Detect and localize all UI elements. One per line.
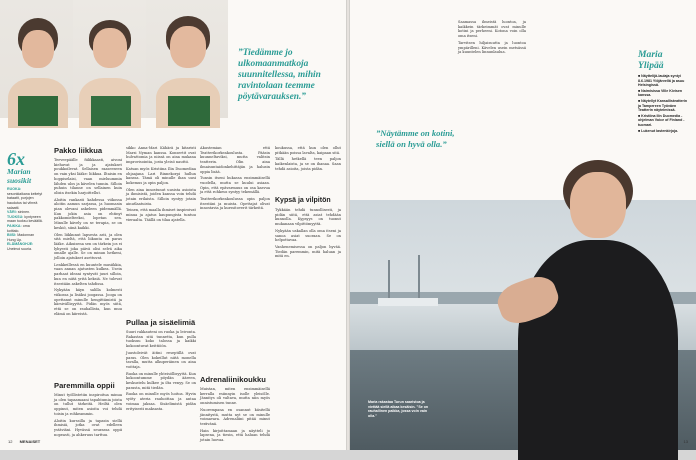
body-paragraph: Teatterikorkeakoulussa opin paljon itsestäni ja muista. Opettajat olivat innostavia ja kurssitoverit tärkeitä.	[200, 197, 270, 211]
column-3b	[200, 387, 270, 443]
portrait-photo-2	[73, 0, 146, 118]
body-paragraph: Nykyään käyn salilla kolmesti viikossa ja lisäksi joogassa. Jooga on opettanut minulle hengittämistä ja kärsivällisyyttä. Pidän myös siitä, että se on rauhallista, kun muu elämä on kiireistä.	[54, 288, 122, 316]
bio-item: ■ Näyttelijä-laulaja syntyi 8.6.1981 Ylöjärvellä ja asuu Helsingissä.	[638, 74, 685, 88]
favorite-text: sesonkiaikana keitetyt bataatit, purjojen haudutus tai vihreä salaatti.	[7, 191, 43, 210]
section-title-paremmilla-oppii: Paremmilla oppii	[54, 381, 115, 390]
page-number-left	[8, 439, 40, 444]
bio-list	[638, 74, 690, 133]
photo-caption: Maria rakastaa Turun saaristoa ja viettää siellä aikaa kesäisin. ”Se on rauhallinen paikka, jossa voin vain olla.”	[368, 400, 429, 418]
favorite-label: TUOKSU:	[7, 214, 25, 219]
favorite-item	[7, 242, 43, 251]
left-page	[0, 0, 348, 450]
spine-gutter	[346, 0, 350, 450]
favorite-label: RUOKA:	[7, 187, 22, 192]
big-number: 6x	[7, 149, 25, 169]
body-paragraph: Aloitin rankasti kahdessa viikossa aloitin aamun sarjassa, ja huomasin pian olevani askeleen pidemmällä. Kun jokin asia on ehtinyt pakkomielteeksi, lopetan sen. Minulle kävely on se terapia, se on keskiö, siinä kaikki.	[54, 197, 122, 230]
favorites-title: Marian suosikit	[7, 167, 32, 185]
column-2b	[126, 330, 196, 436]
portrait-photo-1	[0, 0, 73, 118]
column-2	[126, 146, 196, 314]
body-paragraph: Muistan, miten ensimmäisellä kerralla esiinnyin isolle yleisölle. Jännitys oli valtava, mutta niin myös onnistumisen tunne.	[200, 387, 270, 406]
favorite-text: Madonnan Hung Up.	[7, 233, 35, 242]
favorites-list	[7, 187, 43, 251]
bio-item: ■ Lukenut lastenkirjoja.	[638, 128, 679, 133]
body-paragraph: Olen aina innostunut uusista asioista ja ihmisistä, joiden kanssa voin tehdä jotain erilaista. Silloin syntyy jotain ainutlaatuista.	[126, 187, 196, 206]
body-paragraph: Hain kirjoittamaan ja näytteli jo lapsena, ja tiesin, että haluan tehdä jotain luovaa.	[200, 428, 270, 443]
favorite-label: BIISI:	[7, 233, 18, 238]
body-paragraph: Olen liikkunut lapsesta asti, ja olen sitä mieltä, että liikunta on paras lääke. Aikuisena sen on tärkein jos ei lyhyesti joka päivä olisi selvä aika omalle ajalle. Se on minun hetkeni, jolloin ajatukset asettuvat.	[54, 232, 122, 261]
favorites-box	[7, 150, 43, 252]
favorite-text: oma kotitalo.	[7, 223, 30, 233]
favorite-item	[7, 233, 43, 242]
favorite-item	[7, 224, 43, 233]
column-5	[458, 20, 526, 130]
body-paragraph: Tällä hetkellä teen paljon kaikenlaista, ja se on ihanaa. Saan tehdä asioita, joista pidän.	[275, 157, 341, 171]
favorite-text: Unelmoi suuria.	[7, 246, 32, 251]
column-3	[200, 146, 270, 372]
body-paragraph: Tarvitsen hiljaisuutta ja luontoa ympärilleni. Kävelen usein metsässä ja kuuntelen linnunlaulua.	[458, 40, 526, 55]
body-paragraph: Teeveepäälle fiilikkaasti, aivoni kiehuvat ja ja ajatukset poukkoilevat. Sellaisen raaseeseen on vain yksi lääke: liikkua. Iltaisin en hoppiselaisi, vaan mieluummin lähden ulos ja kävelen tunnin. Silloin puhuin tilanne on sellainen kuin olisin itsekin harjoittellut.	[54, 158, 122, 195]
section-title-pullaa: Pullaa ja sisäelimiä	[126, 318, 196, 327]
body-paragraph: Nuorempana en osannut käsitellä jännitystä, mutta nyt se on minulle voimavara. Adrenaliini pitää minut terävänä.	[200, 407, 270, 426]
pull-quote-2: ”Näytämme on kotini, siellä on hyvä olla.”	[376, 128, 455, 149]
favorite-text: sininen.	[17, 210, 31, 215]
body-paragraph: Minut työllistetiin inspiroitua minua ja olen tapaamaani tapahtumia joista on tullut tärkeitä. Heiltä olen oppinut, miten asioita voi tehdä toisin ja rohkeammin.	[54, 393, 122, 416]
body-paragraph: Vanhenemisessa on paljon hyvää. Tiedän paremmin, mitä haluan ja mitä en.	[275, 244, 341, 259]
bio-item: ■ Näytellyt Kansallisteatterin ja Tampereen Työväen Teatterin näytelmissä.	[638, 98, 688, 113]
bio-item: ■ Kristiina Ilin Duomedia -ohjelman Voice of Finland -tuomari.	[638, 113, 685, 127]
favorite-text: kyntyneen maan tuoksu keväällä.	[7, 214, 43, 224]
body-paragraph: Suuri rakkauteni on ruoka ja leivonta. Rakastan sitä tunnetta, kun pulla tuoksuu koko talossa ja kaikki kokoontuvat keittiöön.	[126, 330, 196, 349]
right-page	[348, 0, 696, 450]
favorite-label: ELÄMÄNOHJE:	[7, 242, 34, 247]
pull-quote: ”Tiedämme jo ulkomaanmatkoja suunnitellessa, mihin ravintolaan teemme pöytävarauksen.”	[238, 48, 321, 102]
favorite-item	[7, 187, 43, 210]
favorite-label: VÄRI:	[7, 210, 18, 215]
body-paragraph: Tunsin itseni hukassa ensimmäisellä vuodella, mutta se kuului asiaan. Opin, että epävarmuus on osa kasvua ja että rohkeus syntyy tekemällä.	[200, 176, 270, 195]
body-paragraph: Tykkään tehdä tunnollisesti, ja pidän siitä, että asiat tehdään kunnolla. Kypsyys on tuonut mukanaan vilpittömyyttä.	[275, 208, 341, 227]
page-number: 12	[8, 439, 13, 444]
body-paragraph: Saamassa ilmeistä luontoa, ja kaikkein tärkeimmät ovat minulle kotini ja perheeni. Kotona voin olla oma itseni.	[458, 20, 526, 39]
column-4	[275, 146, 341, 192]
body-paragraph: Ruoka on minulle yhteisöllisyyttä. Kun kokoontumme pöydän ääreen, keskustelu kulkee ja ilta venyy. Se on parasta, mitä tiedän.	[126, 371, 196, 390]
body-paragraph: Juustoleivät äitini reseptillä ovat paras. Olen kokeillut niitä monella tavalla, mutta alkuperäinen on aina voittaja.	[126, 350, 196, 369]
body-paragraph: koukussa, että kun olen ollut pitkään poissa lavalta, kaipaan sitä.	[275, 146, 341, 155]
column-4b	[275, 208, 341, 288]
section-title-pakko-liikkua: Pakko liikkua	[54, 146, 103, 155]
body-paragraph: Teinen, että maalla ihmiset inspiroivat minua ja ajatus kaupungista tuntuu vieraalta. Täällä on tilaa ajatella.	[126, 208, 196, 222]
column-1b	[54, 393, 122, 436]
favorite-label: PAIKKA:	[7, 223, 23, 228]
body-paragraph: Lenkkeillessä en kuuntele musiikkia, vaan annan ajatusten kulkea. Usein parhaat ideani syntyvät juuri silloin, kun en niitä yritä keksiä. Ne tulevat itsestään askelten tahdissa.	[54, 262, 122, 286]
column-1	[54, 158, 122, 376]
body-paragraph: Katsan myös Kristiina Ilin Duomediaa ohjaajana Lari Rinnekorpi hullun kanssa. Tämä oli minulle ihan uusi kokemus ja opin paljon.	[126, 166, 196, 185]
body-paragraph: Akustemian että Teatterikorkeakoulusta. Pääsin kuunneltaviksi, mutta valitsin teatterin. Olin aina ilmaisuntaidonkehittäjän ja halusin oppia lisää.	[200, 146, 270, 174]
body-paragraph: sikko Anna-Mari Kähärä ja kitaristi Marzi Nyman kanssa. Konsertit ovat hulvattomia ja niissä on aina mukana improvisointia, josta yleisö nauttii.	[126, 146, 196, 165]
body-paragraph: Aloitin kurssilla ja tapasin siellä ihmisiä, jotka ovat edelleen ystäviäni. Hyvässä seurassa oppii nopeasti, ja ahkeruus tarttuu.	[54, 418, 122, 437]
bio-title: Maria Ylipää	[638, 49, 664, 71]
portrait-photo-3	[146, 0, 228, 118]
body-paragraph: Nykyään uskallan olla oma itseni ja sanoa asiat suoraan. Se on helpottavaa.	[275, 228, 341, 243]
body-paragraph: Ruoka on minulle myös hoitoa. Hyvin syöty ateria rauhoittaa ja antaa voimaa jaksaa. Sisäelimistä pidän erityisesti maksasta.	[126, 392, 196, 411]
bio-item: ■ Naimisissa Ville Kivisen kanssa.	[638, 88, 683, 98]
section-title-adrenaliinikoukku: Adrenaliinikoukku	[200, 375, 266, 384]
magazine-name: MENAISET	[19, 439, 41, 444]
favorite-item	[7, 215, 43, 224]
page-number-right: 13	[683, 439, 688, 444]
section-title-kypsa: Kypsä ja vilpitön	[275, 197, 331, 204]
bio-box	[638, 50, 690, 134]
